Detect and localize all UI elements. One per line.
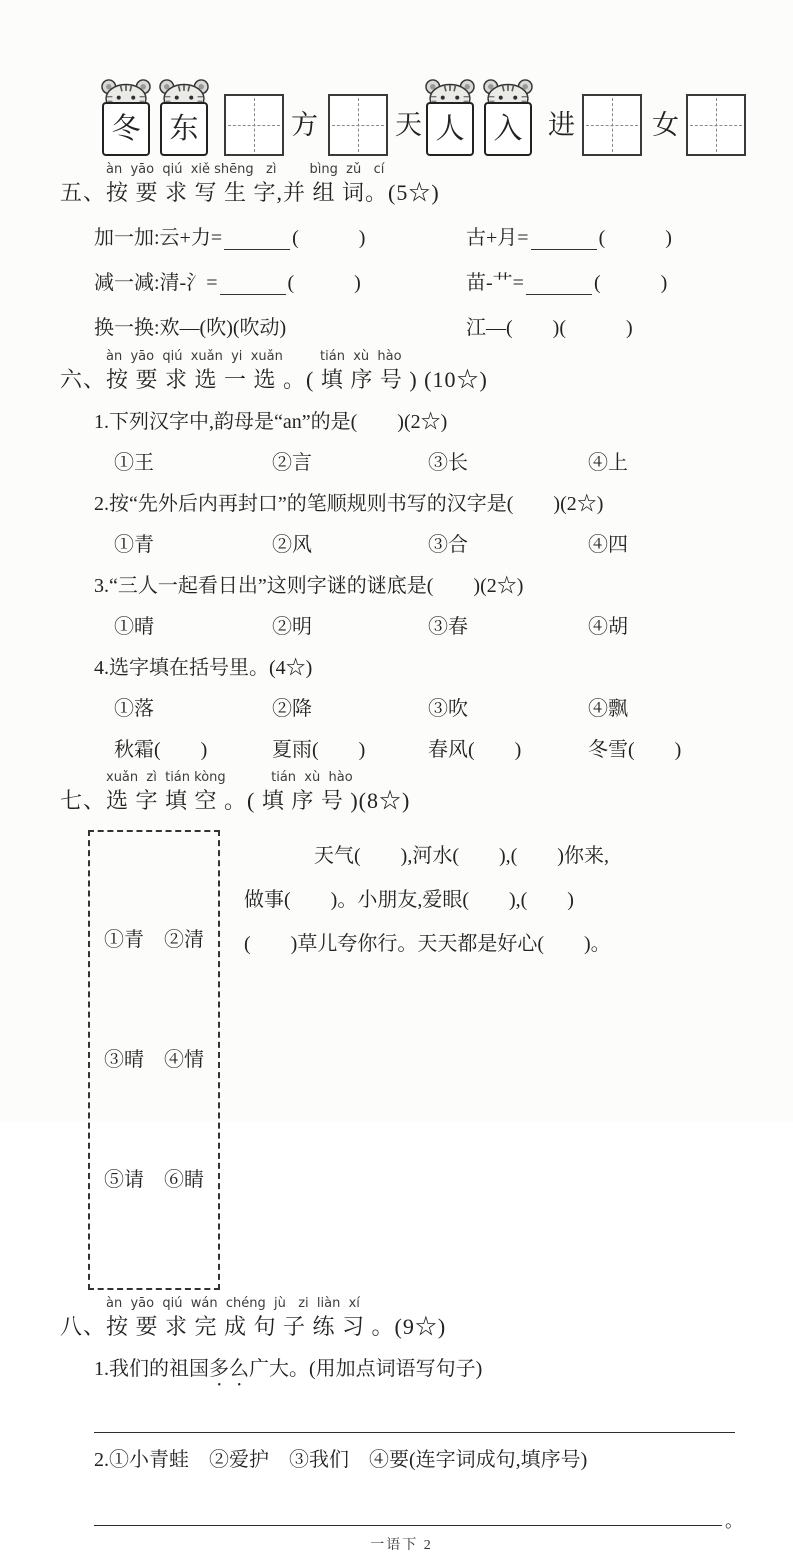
paren-blank: ( ) — [287, 272, 361, 294]
char-grid-pair — [548, 94, 642, 156]
passage-line: 天气( ),河水( ),( )你来, — [314, 845, 609, 867]
equation-right: 江—( )( ) — [466, 317, 633, 339]
pinyin-line: àn yāo qiú xuǎn yi xuǎn tián xù hào — [106, 349, 402, 364]
section-8 — [60, 1296, 743, 1531]
equation-left — [94, 268, 466, 298]
section-5-heading: 五、按 要 求 写 生 字,并 组 词。(5☆) — [60, 180, 440, 205]
option: ②言 — [272, 452, 312, 474]
equation-label: 减一减:清-氵= — [94, 272, 218, 294]
dotted-words: 多么 — [209, 1358, 249, 1380]
choice-box-row: ①青 ②清 — [104, 929, 204, 951]
tiger-card-dong2 — [156, 77, 212, 156]
paren-blank: ( ) — [598, 227, 672, 249]
equation-right — [466, 223, 743, 253]
question-1 — [94, 1355, 743, 1391]
tianzige-writing-grid — [328, 94, 388, 156]
fill-in-passage — [244, 830, 611, 1290]
equation-left: 换一换:欢—(吹)(吹动) — [94, 317, 287, 339]
answer-blank — [526, 280, 592, 295]
equation-label: 古+月= — [466, 227, 529, 249]
passage-line: ( )草儿夸你行。天天都是好心( )。 — [244, 933, 611, 955]
tiger-card-ru — [480, 77, 536, 156]
choice-box-row: ⑤请 ⑥睛 — [104, 1169, 204, 1191]
section-5 — [60, 162, 743, 343]
equation-left — [94, 223, 466, 253]
grid-char-pair — [224, 94, 318, 156]
tiger-card-ren — [422, 77, 478, 156]
passage-line: 做事( )。小朋友,爱眼( ),( ) — [244, 889, 574, 911]
equation-label: 加一加:云+力= — [94, 227, 223, 249]
char-grid-pair — [652, 94, 746, 156]
fill-item: 秋霜( ) — [114, 739, 208, 761]
option: ③春 — [428, 616, 468, 638]
question-3-options — [114, 613, 743, 641]
fill-item: 冬雪( ) — [588, 739, 682, 761]
tianzige-writing-grid — [582, 94, 642, 156]
character-card: 东 — [160, 102, 208, 156]
sentence-suffix: 广大。(用加点词语写句子) — [249, 1358, 483, 1380]
equation-label: 苗-艹= — [466, 272, 524, 294]
section-6 — [60, 349, 743, 764]
tianzige-writing-grid — [224, 94, 284, 156]
period-mark: 。 — [725, 1511, 743, 1531]
answer-line — [94, 1431, 735, 1433]
option: ②风 — [272, 534, 312, 556]
question-4-fill-row — [114, 736, 743, 764]
option: ④胡 — [588, 616, 628, 638]
pinyin-line: xuǎn zì tián kòng tián xù hào — [106, 770, 353, 785]
section-7-body — [88, 830, 743, 1290]
character-card: 冬 — [102, 102, 150, 156]
fill-item: 春风( ) — [428, 739, 522, 761]
tianzige-writing-grid — [686, 94, 746, 156]
question-4-options — [114, 695, 743, 723]
subtract-a-row — [94, 268, 743, 298]
question-1-options — [114, 449, 743, 477]
option: ③合 — [428, 534, 468, 556]
option: ④飘 — [588, 698, 628, 720]
option: ①晴 — [114, 616, 154, 638]
answer-blank — [531, 235, 597, 250]
question-4: 4.选字填在括号里。(4☆) — [94, 657, 313, 679]
question-3: 3.“三人一起看日出”这则字谜的谜底是( )(2☆) — [94, 575, 524, 597]
question-2: 2.①小青蛙 ②爱护 ③我们 ④要(连字词成句,填序号) — [94, 1449, 588, 1471]
section-6-heading: 六、按 要 求 选 一 选 。( 填 序 号 ) (10☆) — [60, 367, 488, 392]
paren-blank: ( ) — [593, 272, 668, 294]
option: ③吹 — [428, 698, 468, 720]
option: ②明 — [272, 616, 312, 638]
section-7 — [60, 770, 743, 1290]
add-a-row — [94, 223, 743, 253]
trace-character: 进 — [548, 109, 575, 140]
character-card: 人 — [426, 102, 474, 156]
section-7-heading: 七、选 字 填 空 。( 填 序 号 )(8☆) — [60, 788, 411, 813]
character-card: 入 — [484, 102, 532, 156]
option: ④四 — [588, 534, 628, 556]
trace-character: 方 — [291, 109, 318, 140]
fill-item: 夏雨( ) — [272, 739, 366, 761]
tiger-card-dong1 — [98, 77, 154, 156]
option: ①青 — [114, 534, 154, 556]
character-choice-box — [88, 830, 220, 1290]
question-2: 2.按“先外后内再封口”的笔顺规则书写的汉字是( )(2☆) — [94, 493, 604, 515]
section-8-heading: 八、按 要 求 完 成 句 子 练 习 。(9☆) — [60, 1314, 447, 1339]
equation-right — [466, 268, 743, 298]
trace-character: 女 — [652, 109, 679, 140]
pinyin-line: àn yāo qiú wán chéng jù zi liàn xí — [106, 1296, 360, 1311]
grid-char-pair — [328, 94, 422, 156]
sentence-prefix: 1.我们的祖国 — [94, 1358, 209, 1380]
answer-blank — [224, 235, 290, 250]
option: ①落 — [114, 698, 154, 720]
option: ①王 — [114, 452, 154, 474]
page-footer: 一语下 2 — [370, 1538, 433, 1553]
swap-a-row — [94, 313, 743, 343]
choice-box-row: ③晴 ④情 — [104, 1049, 204, 1071]
trace-character: 天 — [395, 109, 422, 140]
option: ④上 — [588, 452, 628, 474]
option: ③长 — [428, 452, 468, 474]
question-1: 1.下列汉字中,韵母是“an”的是( )(2☆) — [94, 411, 448, 433]
question-2-options — [114, 531, 743, 559]
writing-practice-row — [98, 66, 743, 156]
answer-line — [94, 1524, 722, 1526]
pinyin-line: àn yāo qiú xiě shēng zì bìng zǔ cí — [106, 162, 385, 177]
answer-blank — [220, 280, 286, 295]
paren-blank: ( ) — [292, 227, 366, 249]
answer-line-row — [94, 1511, 743, 1531]
option: ②降 — [272, 698, 312, 720]
